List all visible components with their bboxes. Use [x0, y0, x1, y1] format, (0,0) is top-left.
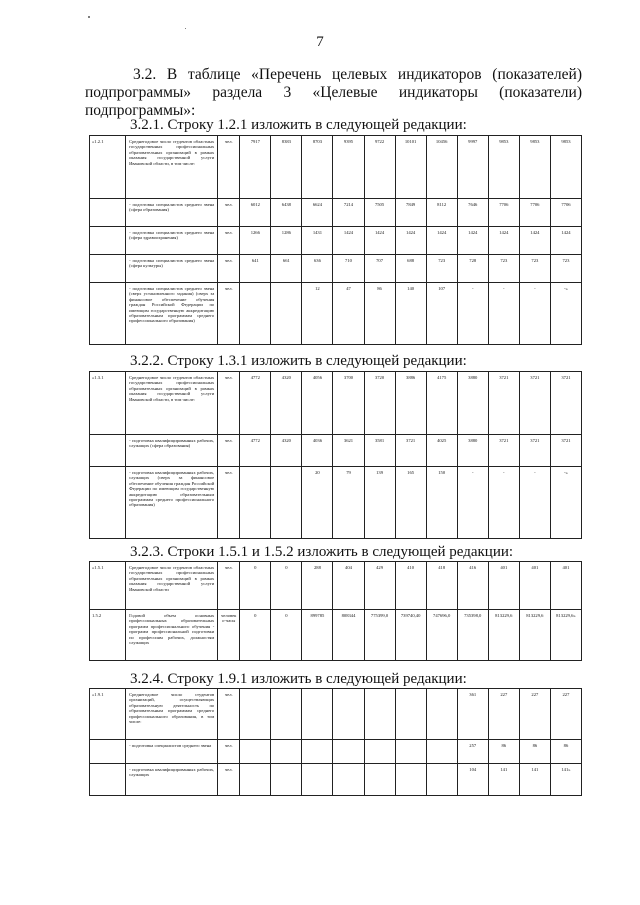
row-value	[333, 764, 364, 796]
row-code	[90, 435, 126, 467]
row-value: 7706	[550, 199, 581, 227]
row-value: 47	[333, 283, 364, 345]
table-row	[90, 740, 582, 764]
row-value	[364, 740, 395, 764]
row-value: 165	[395, 467, 426, 539]
row-value: 1266	[240, 227, 271, 255]
row-value: 9997	[457, 136, 488, 199]
row-value: 86	[488, 740, 519, 764]
row-unit: чел.	[218, 227, 240, 255]
row-value	[426, 740, 457, 764]
row-value: 4036	[302, 435, 333, 467]
row-description: Среднегодовое число студентов организаций, осуществляющих образовательную деятельность по образовательным программам среднего профессионального образования, в том числе:	[126, 689, 218, 740]
row-value	[364, 764, 395, 796]
row-value: 9853	[519, 136, 550, 199]
row-unit: чел.	[218, 435, 240, 467]
row-value: 140	[395, 283, 426, 345]
row-unit: чел.	[218, 136, 240, 199]
row-value: 8112	[426, 199, 457, 227]
row-value: 227	[519, 689, 550, 740]
row-value: -	[488, 283, 519, 345]
row-value: 288	[302, 562, 333, 610]
row-code	[90, 467, 126, 539]
row-value: 1424	[488, 227, 519, 255]
row-value: 899785	[302, 610, 333, 661]
row-description: - подготовка квалифицированных рабочих, служащих	[126, 764, 218, 796]
row-value: 661	[271, 255, 302, 283]
row-unit: чел.	[218, 562, 240, 610]
row-value: 636	[302, 255, 333, 283]
table-row	[90, 689, 582, 740]
indicator-table	[89, 561, 582, 661]
row-value: 7849	[395, 199, 426, 227]
row-code: «1.5.1	[90, 562, 126, 610]
page-number: 7	[316, 34, 324, 50]
row-value: 401	[550, 562, 581, 610]
intro-line-2: подпрограммы» раздела 3 «Целевые индикаторы (показатели)	[85, 84, 582, 101]
row-value: 10101	[395, 136, 426, 199]
scan-speck	[88, 16, 90, 18]
row-code	[90, 199, 126, 227]
row-value: 3700	[333, 372, 364, 435]
row-value: 3721	[395, 435, 426, 467]
row-value	[333, 689, 364, 740]
row-code	[90, 740, 126, 764]
row-value: 86	[550, 740, 581, 764]
row-value	[426, 764, 457, 796]
row-value: 139	[364, 467, 395, 539]
row-value: 3720	[364, 372, 395, 435]
row-value: 3721	[488, 372, 519, 435]
row-value: 813229,6	[519, 610, 550, 661]
row-description: - подготовка квалифицированных рабочих, служащих (сфера образования)	[126, 435, 218, 467]
row-code: «1.9.1	[90, 689, 126, 740]
row-unit: человеко-часы	[218, 610, 240, 661]
row-value: 0	[240, 610, 271, 661]
row-value: 1424	[550, 227, 581, 255]
row-value: 6012	[240, 199, 271, 227]
row-value: 728	[457, 255, 488, 283]
indicator-table	[89, 135, 582, 345]
row-value	[240, 764, 271, 796]
row-unit: чел.	[218, 372, 240, 435]
row-code: «1.2.1	[90, 136, 126, 199]
row-value: 227	[488, 689, 519, 740]
row-description: - подготовка квалифицированных рабочих, служащих (сверх за финансовое обеспечение обучения граждан Российской Федерации по имеющим государственную аккредитацию образовательным программам среднего профессионального образования)	[126, 467, 218, 539]
row-code: 1.5.2	[90, 610, 126, 661]
row-value: 813229,6»	[550, 610, 581, 661]
row-value: 3721	[550, 435, 581, 467]
row-value: 4025	[426, 435, 457, 467]
row-value: 86	[364, 283, 395, 345]
row-code	[90, 255, 126, 283]
row-value: 4320	[271, 435, 302, 467]
row-value: 1424	[519, 227, 550, 255]
row-value: 7646	[457, 199, 488, 227]
row-unit: чел.	[218, 199, 240, 227]
row-value	[364, 689, 395, 740]
row-value: -	[488, 467, 519, 539]
table-row	[90, 764, 582, 796]
table-row	[90, 610, 582, 661]
row-value: 10456	[426, 136, 457, 199]
row-description: - подготовка специалистов среднего звена (сфера образования)	[126, 199, 218, 227]
row-value: 735398,0	[457, 610, 488, 661]
row-description: - подготовка специалистов среднего звена (сфера культуры)	[126, 255, 218, 283]
row-value	[302, 689, 333, 740]
row-value: 20	[302, 467, 333, 539]
row-value: 3621	[333, 435, 364, 467]
row-value: 4175	[426, 372, 457, 435]
row-value: 401	[488, 562, 519, 610]
row-value: 813229,6	[488, 610, 519, 661]
row-value: 429	[364, 562, 395, 610]
row-value: 141	[519, 764, 550, 796]
row-value: 8383	[271, 136, 302, 199]
row-value: 1424	[457, 227, 488, 255]
row-value: 1431	[302, 227, 333, 255]
row-value: 0	[240, 562, 271, 610]
table-row	[90, 435, 582, 467]
table-row	[90, 562, 582, 610]
row-value: 3880	[457, 435, 488, 467]
row-value: 688	[395, 255, 426, 283]
row-value: 710	[333, 255, 364, 283]
row-value: 747696,0	[426, 610, 457, 661]
row-value	[240, 740, 271, 764]
row-value: 4772	[240, 435, 271, 467]
row-value: 7706	[519, 199, 550, 227]
row-value	[271, 764, 302, 796]
row-value: 808344	[333, 610, 364, 661]
table-row	[90, 255, 582, 283]
intro-line-3: подпрограммы»:	[85, 102, 196, 119]
row-value: 723	[519, 255, 550, 283]
row-value: 1424	[426, 227, 457, 255]
section-heading: 3.2.4. Строку 1.9.1 изложить в следующей редакции:	[130, 671, 467, 687]
row-value: 4056	[302, 372, 333, 435]
row-value: 1424	[364, 227, 395, 255]
table-row	[90, 467, 582, 539]
row-value: 86	[519, 740, 550, 764]
row-value: 12	[302, 283, 333, 345]
row-value: 257	[457, 740, 488, 764]
row-value	[271, 283, 302, 345]
row-value: 1424	[395, 227, 426, 255]
row-value: -»	[550, 283, 581, 345]
row-code	[90, 764, 126, 796]
row-value	[302, 740, 333, 764]
row-description: - подготовка специалистов среднего звена (сфера здравоохранения)	[126, 227, 218, 255]
intro-paragraph	[85, 66, 582, 120]
row-value: 227	[550, 689, 581, 740]
row-unit: чел.	[218, 689, 240, 740]
row-value: 9395	[333, 136, 364, 199]
row-description: - подготовка специалистов среднего звена	[126, 740, 218, 764]
row-description: Среднегодовое число студентов областных государственных профессиональных образовательных организаций в рамках оказания государственной услуги Ивановской области, в том числе:	[126, 136, 218, 199]
row-value: 3721	[550, 372, 581, 435]
row-value: 3721	[519, 372, 550, 435]
row-value: 410	[395, 562, 426, 610]
indicator-table	[89, 371, 582, 539]
row-value: 104	[457, 764, 488, 796]
row-value: 723	[426, 255, 457, 283]
row-value: 416	[457, 562, 488, 610]
row-value	[302, 764, 333, 796]
row-value: -	[519, 283, 550, 345]
row-value: 9722	[364, 136, 395, 199]
scan-speck	[185, 28, 186, 29]
row-value	[333, 740, 364, 764]
row-value: 150	[426, 467, 457, 539]
row-value: 7505	[364, 199, 395, 227]
row-value	[395, 689, 426, 740]
row-unit: чел.	[218, 740, 240, 764]
row-value: 6438	[271, 199, 302, 227]
row-value: -»	[550, 467, 581, 539]
table-row	[90, 136, 582, 199]
row-value	[271, 689, 302, 740]
row-value: -	[457, 283, 488, 345]
section-heading: 3.2.1. Строку 1.2.1 изложить в следующей редакции:	[130, 117, 467, 133]
row-description: Годовой объем основных профессиональных образовательных программ профессионального обучения - программ профессиональной подготовки по профессиям рабочих, должностям служащих	[126, 610, 218, 661]
row-value: -	[519, 467, 550, 539]
row-value: 0	[271, 610, 302, 661]
row-value: 141»	[550, 764, 581, 796]
row-value: 641	[240, 255, 271, 283]
row-value: 0	[271, 562, 302, 610]
row-unit: чел.	[218, 255, 240, 283]
row-value	[240, 467, 271, 539]
row-value: 4320	[271, 372, 302, 435]
table-row	[90, 283, 582, 345]
row-value: 404	[333, 562, 364, 610]
row-value	[240, 283, 271, 345]
row-value: -	[457, 467, 488, 539]
row-value: 723	[550, 255, 581, 283]
row-value: 361	[457, 689, 488, 740]
row-unit: чел.	[218, 467, 240, 539]
row-value: 723	[488, 255, 519, 283]
row-value: 6624	[302, 199, 333, 227]
row-value: 141	[488, 764, 519, 796]
row-description: Среднегодовое число студентов областных государственных профессиональных образовательных организаций в рамках оказания государственной услуги Ивановской области	[126, 562, 218, 610]
row-value: 3886	[395, 372, 426, 435]
row-unit: чел.	[218, 283, 240, 345]
row-value	[426, 689, 457, 740]
row-value: 3581	[364, 435, 395, 467]
row-value: 418	[426, 562, 457, 610]
section-heading: 3.2.2. Строку 1.3.1 изложить в следующей редакции:	[130, 353, 467, 369]
row-value: 3721	[488, 435, 519, 467]
indicator-table	[89, 688, 582, 796]
row-code	[90, 227, 126, 255]
row-code: «1.3.1	[90, 372, 126, 435]
row-value: 7706	[488, 199, 519, 227]
row-value: 9853	[488, 136, 519, 199]
section-heading: 3.2.3. Строки 1.5.1 и 1.5.2 изложить в следующей редакции:	[130, 544, 514, 560]
table-row	[90, 199, 582, 227]
row-value	[395, 764, 426, 796]
row-value: 775399,0	[364, 610, 395, 661]
table-row	[90, 227, 582, 255]
row-value: 7917	[240, 136, 271, 199]
row-code	[90, 283, 126, 345]
row-value: 739740,40	[395, 610, 426, 661]
row-value: 107	[426, 283, 457, 345]
table-row	[90, 372, 582, 435]
row-value: 3721	[519, 435, 550, 467]
row-unit: чел.	[218, 764, 240, 796]
row-value: 4772	[240, 372, 271, 435]
row-value: 401	[519, 562, 550, 610]
row-value	[271, 467, 302, 539]
row-value	[395, 740, 426, 764]
row-description: Среднегодовое число студентов областных государственных профессиональных образовательных организаций в рамках оказания государственной услуги Ивановской области, в том числе:	[126, 372, 218, 435]
row-value: 3880	[457, 372, 488, 435]
row-value	[240, 689, 271, 740]
row-value: 79	[333, 467, 364, 539]
row-value: 1286	[271, 227, 302, 255]
row-value: 1424	[333, 227, 364, 255]
intro-line-1: 3.2. В таблице «Перечень целевых индикаторов (показателей)	[133, 66, 582, 83]
row-description: - подготовка специалистов среднего звена (сверх установленного задания) (сверх за финансовое обеспечение обучения граждан Российской Федерации по имеющим государственную аккредитацию образовательным программам среднего профессионального образования)	[126, 283, 218, 345]
row-value: 9853	[550, 136, 581, 199]
row-value: 707	[364, 255, 395, 283]
row-value: 7214	[333, 199, 364, 227]
row-value: 8703	[302, 136, 333, 199]
row-value	[271, 740, 302, 764]
